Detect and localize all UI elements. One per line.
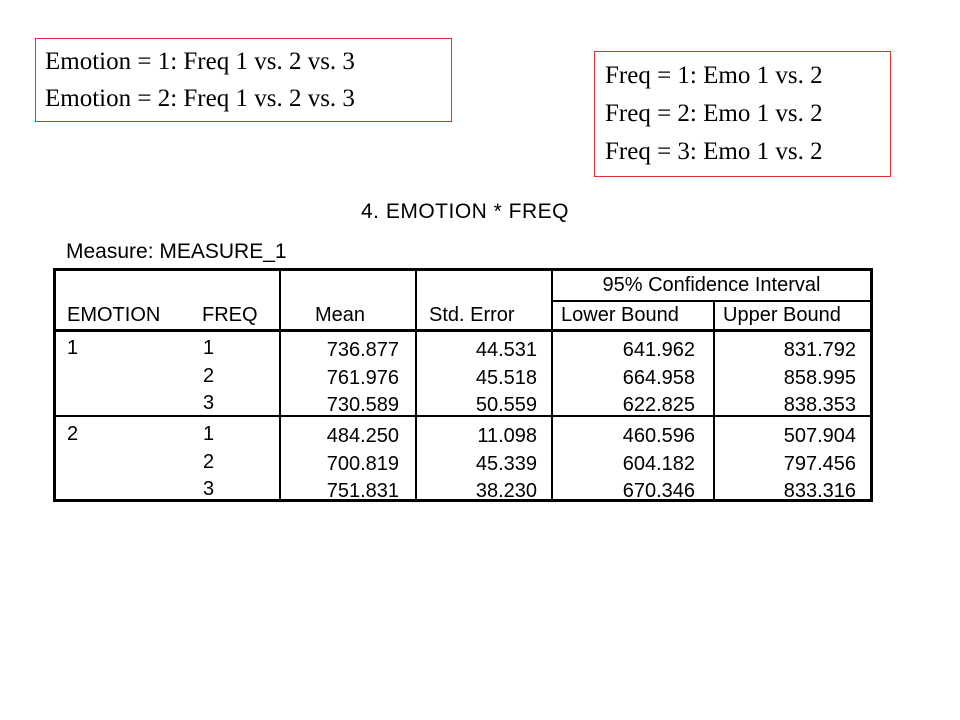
std-error-value: 45.339 [475, 453, 537, 475]
upper-bound-value: 838.353 [783, 394, 856, 416]
estimates-table [53, 268, 873, 502]
table-title: 4. EMOTION * FREQ [360, 200, 570, 223]
freq-value: 1 [203, 423, 215, 445]
freq-value: 2 [203, 451, 215, 473]
emotion-comparisons-box [35, 38, 452, 122]
std-error-header: Std. Error [429, 304, 515, 326]
freq-value: 3 [203, 392, 215, 414]
upper-bound-value: 831.792 [783, 339, 856, 361]
mean-value: 761.976 [326, 367, 399, 389]
freq-value: 3 [203, 478, 215, 500]
lower-bound-value: 604.182 [622, 453, 695, 475]
freq-comparison-line: Freq = 3: Emo 1 vs. 2 [605, 138, 823, 165]
freq-value: 2 [203, 365, 215, 387]
freq-comparison-line: Freq = 2: Emo 1 vs. 2 [605, 100, 823, 127]
upper-bound-value: 797.456 [783, 453, 856, 475]
ci-header: 95% Confidence Interval [602, 274, 821, 296]
freq-value: 1 [203, 337, 215, 359]
mean-value: 736.877 [326, 339, 399, 361]
measure-label: Measure: MEASURE_1 [66, 240, 287, 263]
lower-bound-value: 622.825 [622, 394, 695, 416]
header-divider [56, 329, 870, 332]
emotion-value: 1 [67, 337, 79, 359]
freq-comparison-line: Freq = 1: Emo 1 vs. 2 [605, 62, 823, 89]
upper-bound-value: 833.316 [783, 480, 856, 502]
std-error-value: 50.559 [475, 394, 537, 416]
std-error-value: 45.518 [475, 367, 537, 389]
lower-bound-value: 460.596 [622, 425, 695, 447]
upper-bound-value: 507.904 [783, 425, 856, 447]
emotion-comparison-line: Emotion = 2: Freq 1 vs. 2 vs. 3 [45, 85, 355, 112]
emotion-header: EMOTION [67, 304, 161, 326]
std-error-value: 38.230 [475, 480, 537, 502]
upper-bound-header: Upper Bound [723, 304, 841, 326]
header-divider [551, 300, 870, 302]
freq-header: FREQ [202, 304, 258, 326]
std-error-value: 11.098 [477, 425, 537, 447]
mean-value: 484.250 [326, 425, 399, 447]
mean-value: 751.831 [326, 480, 399, 502]
emotion-value: 2 [67, 423, 79, 445]
std-error-value: 44.531 [475, 339, 537, 361]
freq-comparisons-box [594, 51, 891, 177]
lower-bound-value: 670.346 [622, 480, 695, 502]
emotion-comparison-line: Emotion = 1: Freq 1 vs. 2 vs. 3 [45, 48, 355, 75]
mean-value: 700.819 [326, 453, 399, 475]
lower-bound-value: 664.958 [622, 367, 695, 389]
upper-bound-value: 858.995 [783, 367, 856, 389]
lower-bound-header: Lower Bound [561, 304, 679, 326]
mean-value: 730.589 [326, 394, 399, 416]
lower-bound-value: 641.962 [622, 339, 695, 361]
mean-header: Mean [315, 304, 366, 326]
